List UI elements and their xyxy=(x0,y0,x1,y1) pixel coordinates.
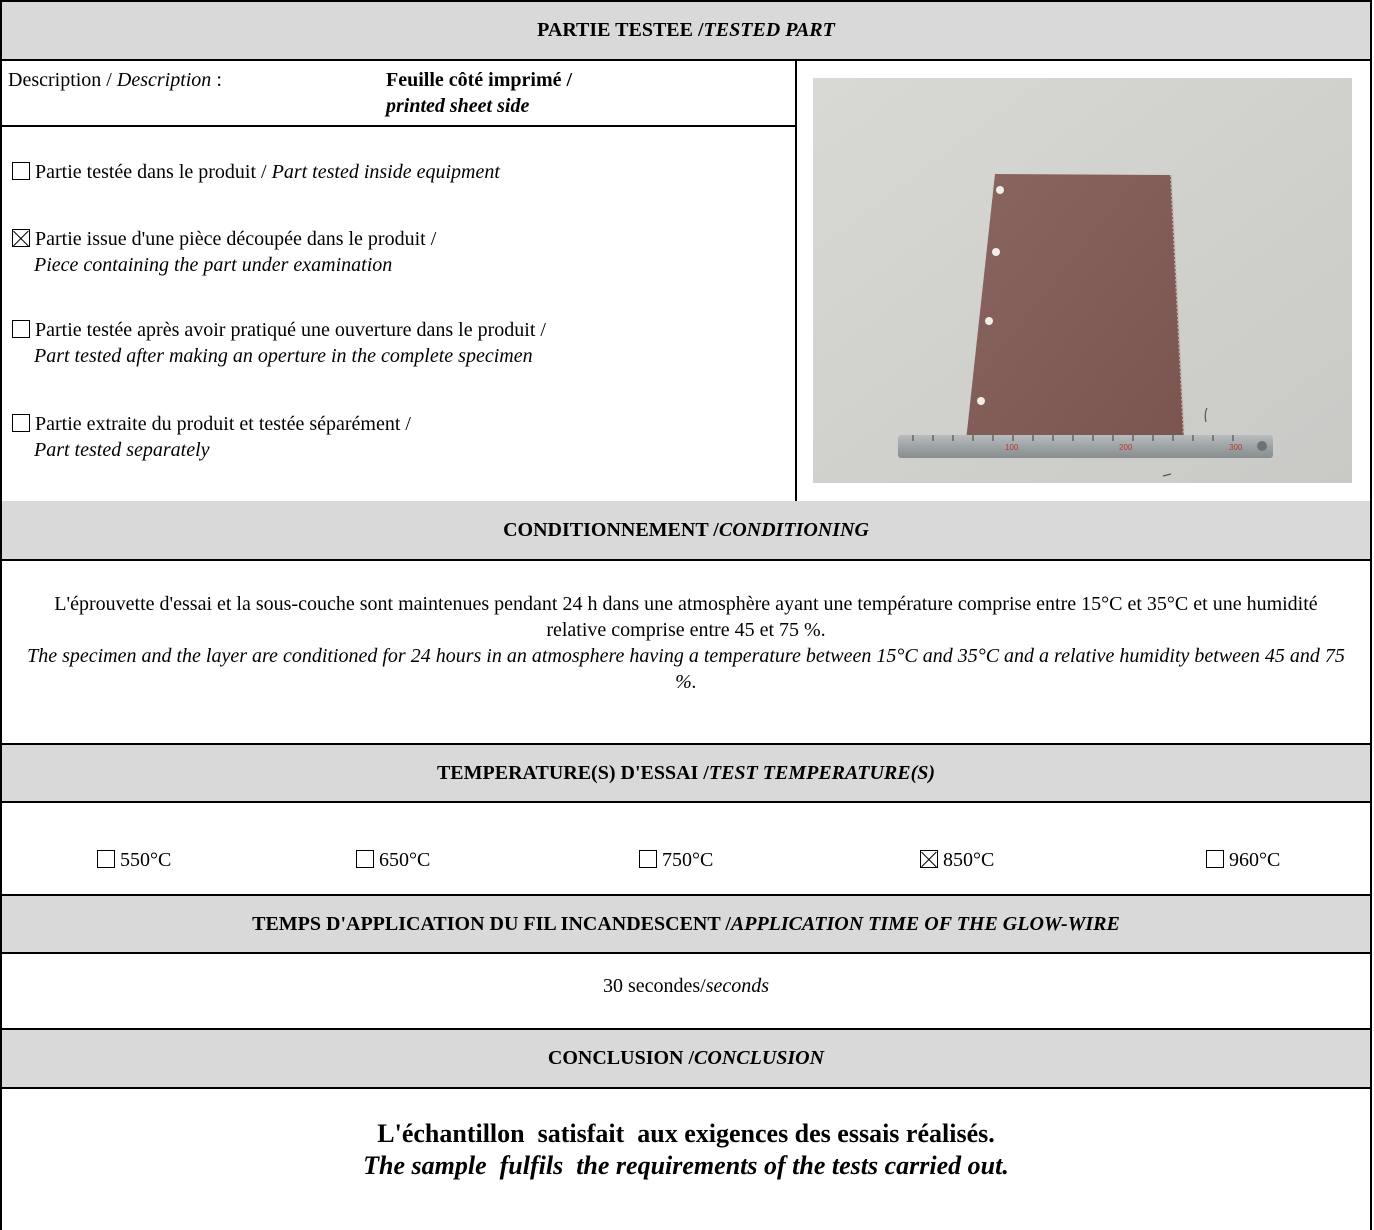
description-value-en: printed sheet side xyxy=(386,95,530,117)
application-time-header xyxy=(0,894,1372,954)
checkbox-unchecked[interactable] xyxy=(12,414,30,432)
temperature-header xyxy=(0,743,1372,803)
ruler-mark-200: 200 xyxy=(1119,443,1133,452)
conditioning-text-fr: L'éprouvette d'essai et la sous-couche sont maintenues pendant 24 h dans une atmosphère ayant une température comprise entre 15°C et 35°C et une humidité relative comprise entre 45 et 75 %. xyxy=(54,593,1318,641)
description-value-fr: Feuille côté imprimé / xyxy=(386,69,573,91)
temp-label: 850°C xyxy=(943,849,995,871)
application-time-value xyxy=(2,975,1370,998)
option-after-opening[interactable] xyxy=(12,317,546,369)
checkbox-checked[interactable] xyxy=(12,229,30,247)
header-en: TEST TEMPERATURE(S) xyxy=(708,761,936,784)
option-inside-equipment[interactable] xyxy=(12,159,500,185)
application-time-body xyxy=(0,954,1372,1028)
option-en: Part tested after making an operture in the complete specimen xyxy=(34,345,533,367)
option-fr: Partie issue d'une pièce découpée dans le produit / xyxy=(35,228,437,250)
temp-750[interactable] xyxy=(639,849,713,872)
conclusion-header xyxy=(0,1028,1372,1089)
header-en: CONDITIONING xyxy=(718,518,869,541)
header-en: TESTED PART xyxy=(703,19,835,41)
temp-650[interactable] xyxy=(356,849,430,872)
header-fr: PARTIE TESTEE / xyxy=(537,19,704,41)
checkbox-unchecked[interactable] xyxy=(356,850,374,868)
temp-label: 960°C xyxy=(1229,849,1281,871)
temp-850[interactable] xyxy=(920,849,994,872)
tested-part-header xyxy=(0,0,1372,61)
temp-550[interactable] xyxy=(97,849,171,872)
checkbox-unchecked[interactable] xyxy=(639,850,657,868)
checkbox-unchecked[interactable] xyxy=(1206,850,1224,868)
header-fr: TEMPERATURE(S) D'ESSAI / xyxy=(436,761,709,784)
description-label-en: Description xyxy=(116,69,212,91)
header-fr: CONCLUSION / xyxy=(547,1047,695,1069)
time-en: seconds xyxy=(705,975,770,997)
option-separately[interactable] xyxy=(12,411,411,463)
conditioning-text xyxy=(8,591,1364,695)
description-divider xyxy=(2,125,795,127)
sheet-hole xyxy=(992,248,1000,256)
option-en: Part tested separately xyxy=(34,439,210,461)
temp-960[interactable] xyxy=(1206,849,1280,872)
header-en: APPLICATION TIME OF THE GLOW-WIRE xyxy=(730,912,1120,935)
option-fr: Partie testée après avoir pratiqué une ouverture dans le produit / xyxy=(35,319,546,341)
description-sep: : xyxy=(211,69,222,91)
printed-sheet xyxy=(965,174,1184,450)
header-en: CONCLUSION xyxy=(694,1047,825,1069)
description-label xyxy=(8,67,222,93)
checkbox-unchecked[interactable] xyxy=(12,162,30,180)
description-value xyxy=(386,67,572,119)
sheet-hole xyxy=(985,317,993,325)
sheet-hole xyxy=(996,186,1004,194)
sample-photo xyxy=(813,78,1352,483)
column-divider xyxy=(795,61,797,501)
temp-label: 750°C xyxy=(662,849,714,871)
option-en: Part tested inside equipment xyxy=(271,161,500,183)
conclusion-text xyxy=(2,1118,1370,1182)
description-label-fr: Description / xyxy=(8,69,117,91)
header-fr: CONDITIONNEMENT / xyxy=(503,518,719,541)
sample-photo-image xyxy=(813,78,1352,483)
time-fr: 30 secondes/ xyxy=(602,975,706,997)
checkbox-unchecked[interactable] xyxy=(12,320,30,338)
conditioning-body xyxy=(0,561,1372,743)
ruler-mark-100: 100 xyxy=(1005,443,1019,452)
conclusion-text-en: The sample fulfils the requirements of the tests carried out. xyxy=(363,1151,1009,1180)
option-fr: Partie extraite du produit et testée séparément / xyxy=(35,413,411,435)
temp-label: 550°C xyxy=(120,849,172,871)
ruler xyxy=(898,435,1273,458)
ruler-hole xyxy=(1257,441,1267,451)
checkbox-checked[interactable] xyxy=(920,850,938,868)
conditioning-text-en: The specimen and the layer are conditioned for 24 hours in an atmosphere having a temperature between 15°C and 35°C and a relative humidity between 45 and 75 %. xyxy=(27,645,1345,693)
sheet-hole xyxy=(977,397,985,405)
conclusion-text-fr: L'échantillon satisfait aux exigences des essais réalisés. xyxy=(377,1119,995,1148)
conditioning-header xyxy=(0,501,1372,561)
header-fr: TEMPS D'APPLICATION DU FIL INCANDESCENT / xyxy=(252,912,731,935)
option-en: Piece containing the part under examination xyxy=(34,254,393,276)
checkbox-unchecked[interactable] xyxy=(97,850,115,868)
option-cut-piece[interactable] xyxy=(12,226,436,278)
temp-label: 650°C xyxy=(379,849,431,871)
option-fr: Partie testée dans le produit / xyxy=(35,161,272,183)
conclusion-body xyxy=(0,1089,1372,1230)
ruler-mark-300: 300 xyxy=(1229,443,1243,452)
